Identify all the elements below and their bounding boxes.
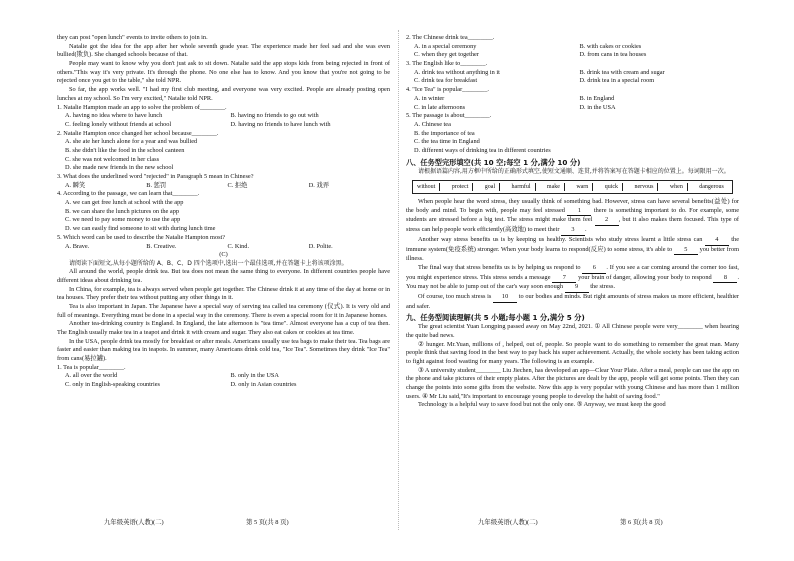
reading-paragraph: ② hunger. Mr.Yuan, millions of , helped, out of, people. So people want to do something to remember the great man. Many people think that saving food in the best way to pay back his super achievement. Actually, the whole society has been taking action to fight against food wasting for many years. The following is an example. (406, 340, 739, 366)
word-bank-item: warn (576, 183, 593, 191)
word-bank-item: nervous (634, 183, 658, 191)
question-b2-options (57, 138, 390, 173)
cloze-paragraph (406, 293, 739, 311)
question-c3: 3. The English like to________. (406, 60, 488, 68)
question-c1-options (57, 372, 390, 389)
cloze-text: there is something important to do. For example, some students are stressed before a big test. The stress might make them feel (406, 206, 739, 224)
cloze-text: you better from illness. (406, 245, 739, 263)
blank-3[interactable]: 3 (561, 226, 585, 236)
option[interactable]: D. Polite. (308, 242, 333, 250)
option[interactable]: A. Brave. (65, 242, 90, 250)
question-b1-options (57, 112, 390, 129)
word-bank-item: goal (485, 183, 500, 191)
cloze-text: Another way stress benefits us is by keeping us healthy. Scientists who study stress learnt a little stress can (418, 235, 703, 243)
option[interactable]: D. she made new friends in the new school (65, 164, 174, 172)
word-bank-item: when (670, 183, 688, 191)
option[interactable]: C. when they get together (414, 51, 479, 59)
option[interactable]: C. feeling lonely without friends at school (65, 120, 172, 128)
passage-c-paragraph: Tea is also important in Japan. The Japanese have a special way of serving tea called tea ceremony (仪式). It is very old and full of meanings. Everything must be done in a special way in the ceremony. There is even a special room for it in Japanese homes. (57, 302, 390, 319)
passage-b-paragraph: they can post "open lunch" events to invite others to join in. (57, 34, 208, 41)
cloze-paragraph (406, 236, 739, 264)
section-8-heading: 八、任务型完形填空(共 10 空;每空 1 分,满分 10 分) (406, 157, 581, 167)
option[interactable]: C. she was not welcomed in her class (65, 155, 160, 163)
option[interactable]: C. we need to pay some money to use the app (65, 216, 181, 224)
question-b4-options (57, 199, 390, 234)
reading-paragraph: Technology is a helpful way to save food but not the only one. ⑤ Anyway, we must keep the good (418, 401, 666, 409)
option[interactable]: D. only in Asian countries (230, 381, 297, 389)
section-c-label: (C) (219, 251, 228, 259)
option[interactable]: A. Chinese tea (414, 120, 451, 128)
passage-c-paragraph: Another tea-drinking country is England. In England, the late afternoon is "tea time". Almost everyone has a cup of tea then. The English usually make tea in a teapot and drink it with cream and sugar. They also eat cakes or cookies at tea time. (57, 320, 390, 336)
question-b5-options (57, 243, 390, 252)
option[interactable]: D. we can easily find someone to sit with during lunch time (65, 225, 216, 233)
option[interactable]: C. the tea time in England (414, 138, 480, 146)
passage-b-paragraph: People may want to know why you don't just ask to sit down. Natalie said the app stops kids from being rejected in front of others."This way it's very private. It's through the phone. No one else has to know. And you know that you're not going to be rejected once you get to the table," she told NPR. (57, 60, 390, 85)
question-c5-options (406, 121, 739, 156)
section-9-heading: 九、任务型阅读理解(共 5 小题;每小题 1 分,满分 5 分) (406, 313, 585, 323)
reading-paragraph: The great scientist Yuan Longping passed away on May 22nd, 2021. ① All Chinese people were very________ when hearing the quite bad news. (406, 323, 739, 339)
option[interactable]: C. 拒绝 (227, 181, 248, 189)
word-bank-item: quick (605, 183, 623, 191)
question-c4-options (406, 95, 739, 112)
cloze-text: , but it also makes them focused. This type of stress can help people work efficiently(高效地) to meet their (406, 216, 740, 234)
question-b5: 5. Which word can be used to describe the Natalie Hampton most? (57, 233, 226, 241)
question-b2: 2. Natalie Hampton once changed her school because________. (57, 129, 219, 137)
option[interactable]: C. drink tea for breakfast (414, 77, 478, 85)
question-c5: 5. The passage is about________. (406, 112, 492, 120)
option[interactable]: C. only in English-speaking countries (65, 381, 160, 389)
question-b3: 3. What does the underlined word "rejected" in Paragraph 5 mean in Chinese? (57, 173, 254, 180)
option[interactable]: A. in a special ceremony (414, 42, 477, 50)
option[interactable]: B. having no friends to go out with (230, 112, 319, 120)
blank-1[interactable]: 1 (567, 207, 591, 217)
option[interactable]: D. having no friends to have lunch with (230, 120, 331, 128)
cloze-text: to our bodies and minds. But right amounts of stress makes us more efficient, healthier and safer. (406, 292, 739, 310)
option[interactable]: C. in late afternoons (414, 103, 466, 111)
word-bank-item: protect (452, 183, 474, 191)
option[interactable]: C. Kind. (227, 242, 250, 250)
blank-7[interactable]: 7 (552, 274, 576, 284)
question-c2-options (406, 43, 739, 60)
cloze-text: When people hear the word stress, they usually think of something bad. However, stress can have several benefits(益处) for the body and mind. To begin with, people may feel stressed (406, 198, 739, 214)
option[interactable]: D. from cans in tea houses (579, 51, 647, 59)
section-c-instructions: 请阅读下面短文,从每小题所给的 A、B、C、D 四个选项中,选出一个最佳选项,并在答题卡上将该项涂黑。 (69, 259, 348, 267)
right-page (406, 34, 739, 410)
passage-b-paragraph: Natalie got the idea for the app after her whole seventh grade year. The experience made her feel sad and she was even bullied(欺负). She changed schools because of that. (57, 42, 390, 59)
question-b4: 4. According to the passage, we can learn that________. (57, 190, 200, 198)
blank-9[interactable]: 9 (565, 283, 589, 293)
option[interactable]: A. we can get free lunch at school with the app (65, 199, 184, 207)
option[interactable]: B. in England (579, 94, 615, 102)
word-bank (412, 180, 733, 194)
cloze-text: the stress. (590, 283, 616, 291)
option[interactable]: B. she didn't like the food in the school canteen (65, 146, 185, 154)
cloze-paragraph (406, 198, 739, 236)
blank-2[interactable]: 2 (595, 216, 619, 226)
passage-c-paragraph: In the USA, people drink tea mostly for breakfast or after meals. Americans usually use tea bags to make their tea. Tea bags are faster and easier than making tea in teapots. In summer, many Americans drink cold tea, "Ice Tea". Sometimes they drink "Ice Tea" from cans(易拉罐). (57, 337, 390, 363)
reading-paragraph: ③ A university student________ Liu Jiechen, has developed an app—Clear Your Plate. After a meal, people can use the app on the phone and take pictures of their empty plates. After the pictures are dealt by the app, people will get some points. Then they can change the points into some gifts from the website. Now this app is very popular with young Chinese and has more than 1 million users. ④ Mr Liu said,"It's important to encourage young people to develop the habit of saving food." (406, 366, 739, 400)
passage-c-paragraph: All around the world, people drink tea. But tea does not mean the same thing to everyone. In different countries people have different ideas about drinking tea. (57, 268, 390, 284)
question-c2: 2. The Chinese drink tea________. (406, 34, 495, 41)
cloze-text: your brain of danger, allowing your body to respond (578, 273, 712, 281)
option[interactable]: B. only in the USA (230, 372, 279, 380)
cloze-text: . You may not be able to jump out of the car's way soon enough (406, 273, 740, 291)
question-b1: 1. Natalie Hampton made an app to solve the problem of________. (57, 103, 227, 111)
option[interactable]: A. in winter (414, 94, 445, 102)
cloze-text: the immune system(免疫系统) stronger. When your body learns to respond(反应) to some stress, it's able to (406, 235, 739, 253)
left-page (57, 34, 390, 390)
blank-5[interactable]: 5 (674, 246, 698, 256)
word-bank-item: harmful (512, 183, 536, 191)
option[interactable]: D. 戏弄 (308, 181, 330, 189)
section-8-instructions: 请根据语篇内容,用方框中所给的正确形式填空,使短文通顺、连贯,并将答案写在答题卡相应的位置上。每词限用一次。 (418, 167, 730, 175)
question-b3-options (57, 182, 390, 191)
option[interactable]: A. 瞬笑 (65, 181, 86, 189)
blank-6[interactable]: 6 (582, 264, 606, 274)
option[interactable]: B. Creative. (146, 242, 177, 250)
footer-page-right: 第 6 页(共 8 页) (620, 519, 663, 526)
option[interactable]: B. drink tea with cream and sugar (579, 68, 665, 76)
question-c4: 4. "Ice Tea" is popular________. (406, 86, 489, 94)
option[interactable]: B. 惩罚 (146, 181, 167, 189)
option[interactable]: D. different ways of drinking tea in different countries (414, 146, 551, 154)
blank-10[interactable]: 10 (493, 293, 517, 303)
option[interactable]: B. we can share the lunch pictures on the app (65, 207, 180, 215)
option[interactable]: B. the importance of tea (414, 129, 475, 137)
word-bank-item: make (547, 183, 565, 191)
option[interactable]: A. she ate her lunch alone for a year and was bullied (65, 138, 198, 146)
cloze-text: . (585, 226, 587, 234)
cloze-paragraph (406, 264, 739, 293)
cloze-text: The final way that stress benefits us is by helping us respond to (418, 263, 581, 271)
page-divider (398, 30, 399, 530)
cloze-text: Of course, too much stress is (418, 292, 492, 300)
option[interactable]: D. drink tea in a special room (579, 77, 655, 85)
blank-8[interactable]: 8 (713, 274, 737, 284)
footer-course-right: 九年级英语(人教)(二) (478, 519, 538, 526)
option[interactable]: A. all over the world (65, 372, 118, 380)
word-bank-item: without (417, 183, 440, 191)
cloze-text: . If you see a car coming around the corner too fast, you might experience stress. This stress sends a message (406, 263, 739, 281)
passage-c-paragraph: In China, for example, tea is always served when people get together. The Chinese drink it at any time of the day at home or in tea houses. They prefer their tea without putting any other things in it. (57, 285, 390, 302)
word-bank-item: dangerous (699, 183, 724, 190)
option[interactable]: A. having no idea where to have lunch (65, 112, 163, 120)
option[interactable]: B. with cakes or cookies (579, 42, 642, 50)
option[interactable]: D. in the USA (579, 103, 616, 111)
blank-4[interactable]: 4 (705, 236, 729, 246)
option[interactable]: A. drink tea without anything in it (414, 68, 500, 76)
question-c3-options (406, 69, 739, 86)
question-c1: 1. Tea is popular________. (57, 363, 126, 371)
passage-b-paragraph: So far, the app works well. "I had my first club meeting, and everyone was very excited. People are already posting open lunches at my school. So I'm very excited," Natalie told NPR. (57, 86, 390, 102)
footer-course-left: 九年级英语(人教)(二) (104, 519, 164, 526)
footer-page-left: 第 5 页(共 8 页) (246, 519, 289, 526)
